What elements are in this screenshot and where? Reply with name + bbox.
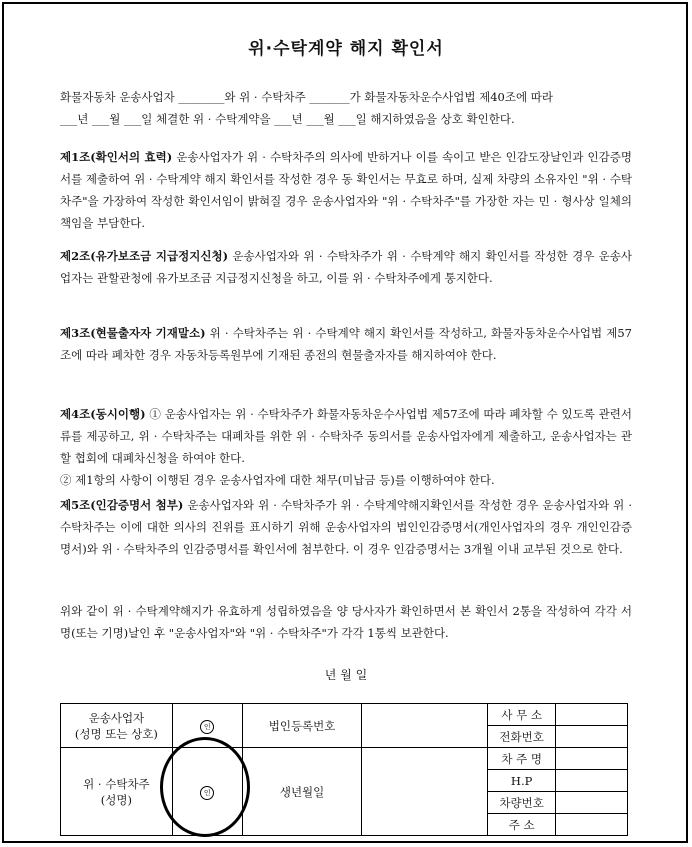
carrier-label-cell [61, 704, 173, 748]
phone-value[interactable] [556, 726, 628, 748]
seal-mark: 인 [200, 786, 214, 800]
hp-label: H.P [488, 770, 556, 792]
corp-reg-value[interactable] [362, 704, 488, 748]
owner-name-label: 차 주 명 [488, 748, 556, 770]
article-5 [60, 494, 632, 560]
article-3 [60, 322, 632, 366]
article-1-heading: 제1조(확인서의 효력) [60, 150, 173, 164]
article-3-heading: 제3조(현물출자자 기재말소) [60, 326, 206, 340]
article-4-text: ① 운송사업자는 위 · 수탁차주가 화물자동차운수사업법 제57조에 따라 폐차할 수 있도록 관련서류를 제공하고, 위 · 수탁차주는 대폐차를 위한 위 · 수탁차주 동의서를 운송사업자에게 제출하고, 운송사업자는 관할 협회에 대폐차신청을 하여야 한다. [60, 407, 632, 465]
hand-drawn-circle [160, 737, 250, 837]
seal-mark: 인 [200, 720, 214, 734]
document-title: 위·수탁계약 해지 확인서 [248, 39, 444, 59]
owner-label-cell [61, 748, 173, 836]
birth-value[interactable] [362, 748, 488, 836]
article-4-item-2: ② 제1항의 사항이 이행된 경우 운송사업자에 대한 채무(미납금 등)를 이행하여야 한다. [60, 473, 495, 487]
article-1 [60, 146, 632, 234]
date-line: 년 월 일 [324, 668, 368, 682]
article-2-text: 운송사업자와 위 · 수탁차주가 위 · 수탁계약 해지 확인서를 작성한 경우 운송사업자는 관할관청에 유가보조금 지급정지신청을 하고, 이를 위 · 수탁차주에게 통지한다. [60, 249, 632, 285]
carrier-label: 운송사업자 [88, 710, 145, 725]
address-value[interactable] [556, 814, 628, 836]
vehicle-label: 차량번호 [488, 792, 556, 814]
article-5-text: 운송사업자와 위 · 수탁차주가 위 · 수탁계약해지확인서를 작성한 경우 운송사업자와 위 · 수탁차주는 이에 대한 의사의 진위를 표시하기 위해 운송사업자의 법인인감증명서(개인사업자의 경우 개인인감증명서)와 위 · 수탁차주의 인감증명서를 확인서에 첨부한다. 이 경우 인감증명서는 3개월 이내 교부된 것으로 한다. [60, 498, 632, 556]
article-4 [60, 403, 632, 491]
closing-paragraph: 위와 같이 위 · 수탁계약해지가 유효하게 성립하였음을 양 당사자가 확인하면서 본 확인서 2통을 작성하여 각각 서명(또는 기명)날인 후 "운송사업자"와 "위 · 수탁차주"가 각각 1통씩 보관한다. [60, 604, 632, 640]
signature-table [60, 703, 628, 836]
owner-sub-label: (성명) [100, 792, 132, 807]
office-value[interactable] [556, 704, 628, 726]
birth-label: 생년월일 [242, 748, 362, 836]
intro-line-2: ___년 ___월 ___일 체결한 위 · 수탁계약을 ___년 ___월 ___일 해지하였음을 상호 확인한다. [60, 112, 515, 126]
corp-reg-label: 법인등록번호 [242, 704, 362, 748]
owner-label: 위 · 수탁차주 [83, 776, 150, 791]
vehicle-value[interactable] [556, 792, 628, 814]
office-label: 사 무 소 [488, 704, 556, 726]
article-4-heading: 제4조(동시이행) [60, 407, 146, 421]
address-label: 주 소 [488, 814, 556, 836]
article-2 [60, 245, 632, 289]
intro-line-1: 화물자동차 운송사업자 ________와 위 · 수탁차주 _______가 화물자동차운수사업법 제40조에 따라 [60, 90, 553, 104]
carrier-sub-label: (성명 또는 상호) [74, 726, 158, 741]
article-1-text: 운송사업자가 위 · 수탁차주의 의사에 반하거나 이를 속이고 받은 인감도장날인과 인감증명서를 제출하여 위 · 수탁계약 해지 확인서를 작성한 경우 동 확인서는 무효로 하며, 실제 차량의 소유자인 "위 · 수탁차주"을 가장하여 작성한 확인서임이 밝혀질 경우 운송사업자와 "위 · 수탁차주"를 가장한 자는 민 · 형사상 일체의 책임을 부담한다. [60, 150, 632, 230]
phone-label: 전화번호 [488, 726, 556, 748]
hp-value[interactable] [556, 770, 628, 792]
article-5-heading: 제5조(인감증명서 첨부) [60, 498, 184, 512]
article-3-text: 위 · 수탁차주는 위 · 수탁계약 해지 확인서를 작성하고, 화물자동차운수사업법 제57조에 따라 폐차한 경우 자동차등록원부에 기재된 종전의 현물출자자를 해지하여야 한다. [60, 326, 632, 362]
owner-name-value[interactable] [556, 748, 628, 770]
intro-paragraph [60, 86, 632, 130]
article-2-heading: 제2조(유가보조금 지급정지신청) [60, 249, 229, 263]
